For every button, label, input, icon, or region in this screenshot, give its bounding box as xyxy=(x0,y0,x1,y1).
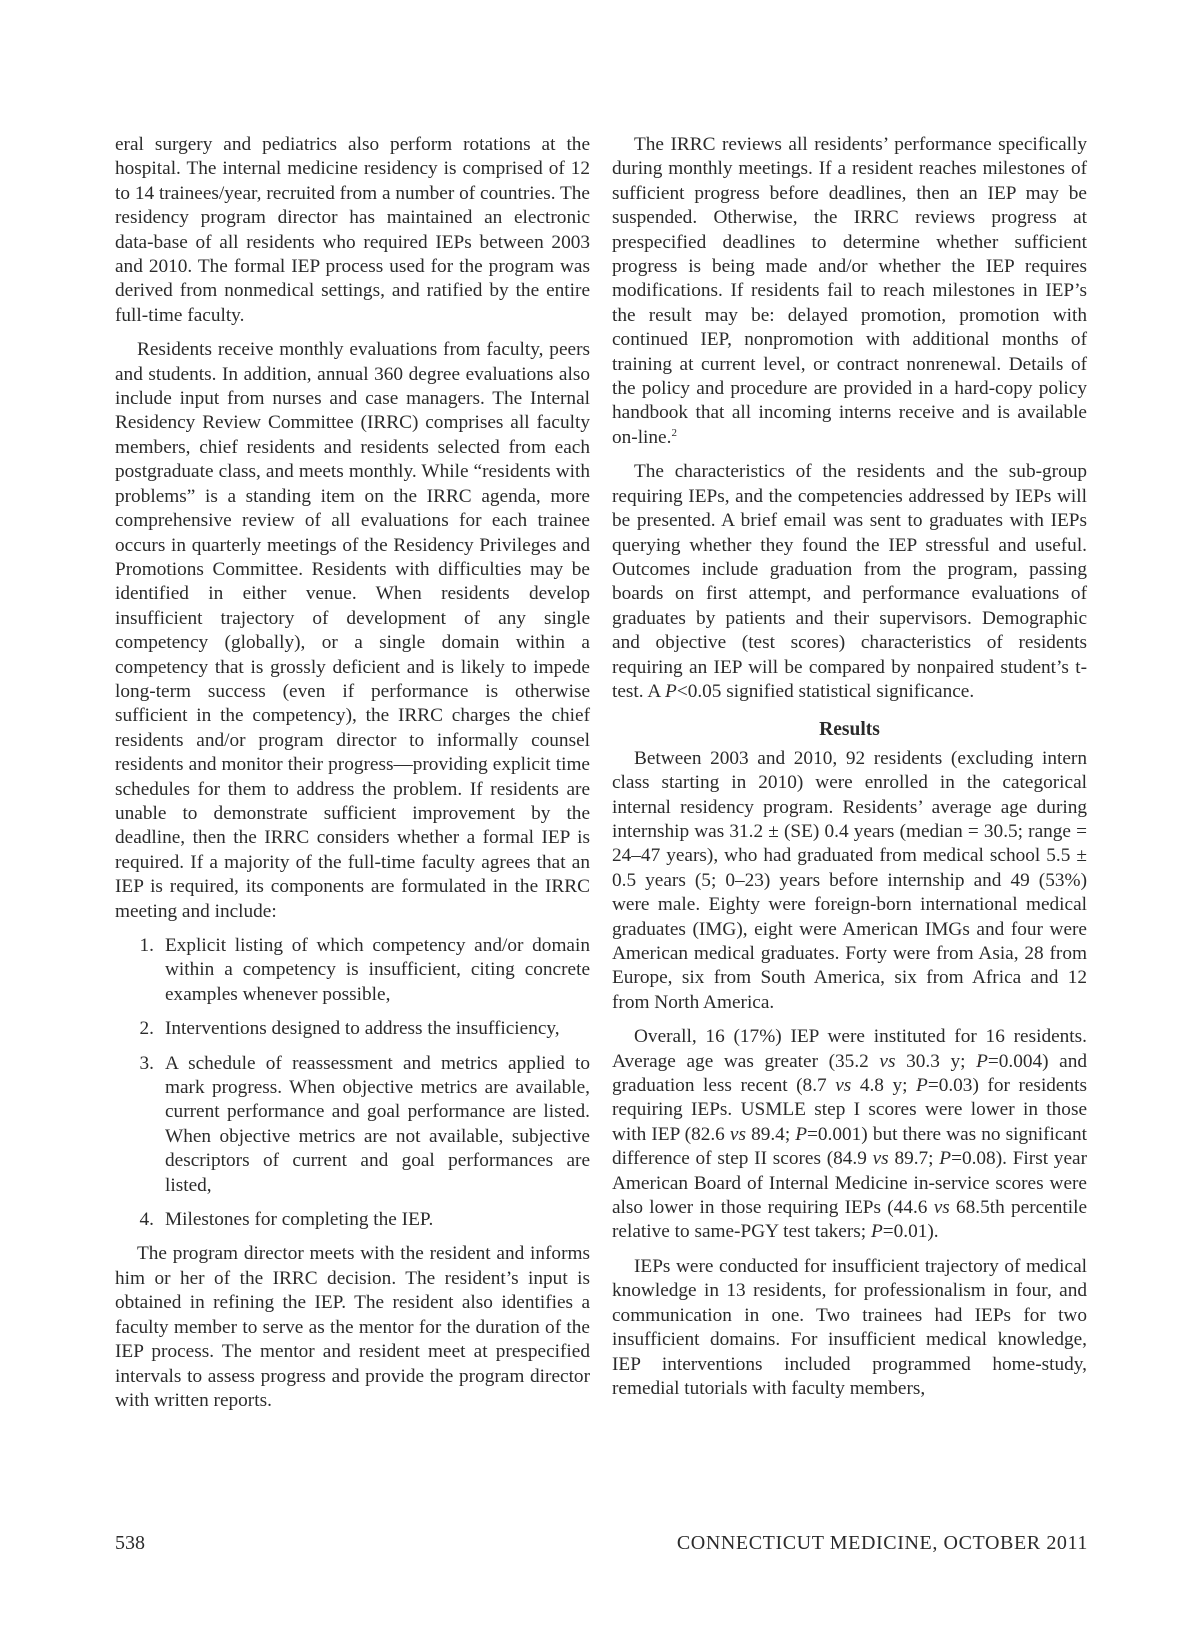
list-number: 4. xyxy=(139,1209,154,1231)
page-number: 538 xyxy=(115,1532,145,1554)
paragraph-text: =0.08). First year American Board of Internal Medicine in-service scores were also lower in those requiring IEPs (44.6 xyxy=(612,1148,1087,1219)
paragraph-text: 89.4; xyxy=(745,1123,796,1145)
list-item-text: Milestones for completing the IEP. xyxy=(165,1209,434,1231)
journal-footer: CONNECTICUT MEDICINE, OCTOBER 2011 xyxy=(676,1532,1088,1554)
paragraph: Residents receive monthly evaluations from faculty, peers and students. In addition, annual 360 degree evaluations also include input from nurses and case managers. The Internal Residency Review Committee (IRRC) comprises all faculty members, chief residents and residents selected from each postgraduate class, and meets monthly. While “residents with problems” is a standing item on the IRRC agenda, more comprehensive review of all evaluations for each trainee occurs in quarterly meetings of the Residency Privileges and Promotions Committee. Residents with difficulties may be identified in either venue. When residents develop insufficient trajectory of development of any single competency (globally), or a single domain within a competency that is grossly deficient and is likely to impede long-term success (even if performance is otherwise sufficient in the competency), the IRRC charges the chief residents and/or program director to informally counsel residents and monitor their progress—providing explicit time schedules for them to address the problem. If residents are unable to demonstrate sufficient improvement by the deadline, then the IRRC considers whether a formal IEP is required. If a majority of the full-time faculty agrees that an IEP is required, its components are formulated in the IRRC meeting and include: xyxy=(115,339,590,922)
list-item xyxy=(115,1017,590,1041)
paragraph-text: =0.01). xyxy=(882,1221,939,1243)
numbered-list xyxy=(115,934,590,1232)
paragraph-text: The characteristics of the residents and the sub-group requiring IEPs, and the competencies addressed by IEPs will be presented. A brief email was sent to graduates with IEPs querying whether they found the IEP stressful and useful. Outcomes include graduation from the program, passing boards on first attempt, and performance evaluations of graduates by patients and their supervisors. Demographic and objective (test scores) characteristics of residents requiring an IEP will be compared by nonpaired student’s t-test. A xyxy=(612,461,1087,702)
list-item-text: A schedule of reassessment and metrics applied to mark progress. When objective metrics are available, current performance and goal performance are listed. When objective metrics are not available, subjective descriptors of current and goal performances are listed, xyxy=(165,1052,590,1196)
list-number: 3. xyxy=(139,1052,154,1074)
paragraph-rich xyxy=(612,1025,1087,1245)
italic-text: P xyxy=(795,1123,808,1145)
paragraph-text: 30.3 y; xyxy=(895,1050,977,1072)
italic-text: vs xyxy=(835,1075,852,1097)
paragraph: eral surgery and pediatrics also perform rotations at the hospital. The internal medicine residency is comprised of 12 to 14 trainees/year, recruited from a number of countries. The residency program director has maintained an electronic data-base of all residents who required IEPs between 2003 and 2010. The formal IEP process used for the program was derived from nonmedical settings, and ratified by the entire full-time faculty. xyxy=(115,134,590,326)
list-number: 1. xyxy=(139,935,154,956)
section-heading-results: Results xyxy=(819,719,880,741)
italic-text: P xyxy=(976,1050,988,1072)
paragraph-text: =0.03) for residents requiring IEPs. USMLE step I scores were lower in those with IEP (82.6 xyxy=(612,1075,1087,1145)
left-column xyxy=(115,133,590,1423)
italic-text: P xyxy=(939,1148,952,1170)
paragraph xyxy=(612,460,1087,704)
italic-text: vs xyxy=(879,1050,896,1072)
paragraph-text: =0.004) and graduation less recent (8.7 xyxy=(612,1050,1087,1097)
italic-text: vs xyxy=(729,1123,746,1145)
italic-p: P xyxy=(665,680,677,702)
citation-superscript: 2 xyxy=(671,426,677,439)
list-item-text: Interventions designed to address the insufficiency, xyxy=(165,1018,560,1040)
italic-text: P xyxy=(870,1221,883,1243)
paragraph: IEPs were conducted for insufficient trajectory of medical knowledge in 13 residents, for professionalism in four, and communication in one. Two trainees had IEPs for two insufficient domains. For insufficient medical knowledge, IEP interventions included programmed home-study, remedial tutorials with faculty members, xyxy=(612,1255,1087,1399)
paragraph-text: 89.7; xyxy=(888,1148,940,1170)
italic-text: vs xyxy=(933,1197,950,1219)
italic-text: P xyxy=(916,1075,928,1097)
italic-text: vs xyxy=(872,1148,889,1170)
right-column xyxy=(612,133,1087,1411)
list-item xyxy=(115,934,590,1007)
paragraph: The program director meets with the resident and informs him or her of the IRRC decision. The resident’s input is obtained in refining the IEP. The resident also identifies a faculty member to serve as the mentor for the duration of the IEP process. The mentor and resident meet at prespecified intervals to assess progress and provide the program director with written reports. xyxy=(115,1243,590,1411)
list-number: 2. xyxy=(139,1018,154,1040)
list-item xyxy=(115,1052,590,1198)
paragraph-text: =0.001) but there was no significant difference of step II scores (84.9 xyxy=(612,1123,1087,1170)
paragraph xyxy=(612,133,1087,450)
paragraph: Between 2003 and 2010, 92 residents (excluding intern class starting in 2010) were enrolled in the categorical internal residency program. Residents’ average age during internship was 31.2 ± (SE) 0.4 years (median = 30.5; range = 24–47 years), who had graduated from medical school 5.5 ± 0.5 years (5; 0–23) years before internship and 49 (53%) were male. Eighty were foreign-born international medical graduates (IMG), eight were American IMGs and four were American medical graduates. Forty were from Asia, 28 from Europe, six from South America, six from Africa and 12 from North America. xyxy=(612,747,1087,1013)
paragraph-text: Overall, 16 (17%) IEP were instituted for 16 residents. Average age was greater (35.2 xyxy=(612,1026,1087,1072)
paragraph-text: 68.5th percentile relative to same-PGY test takers; xyxy=(612,1197,1087,1243)
paragraph-text: 4.8 y; xyxy=(851,1075,917,1097)
list-item xyxy=(115,1208,590,1232)
paragraph-text: The IRRC reviews all residents’ performance specifically during monthly meetings. If a resident reaches milestones of sufficient progress before deadlines, then an IEP may be suspended. Otherwise, the IRRC reviews progress at prespecified deadlines to determine whether sufficient progress is being made and/or whether the IEP requires modifications. If residents fail to reach milestones in IEP’s the result may be: delayed promotion, promotion with continued IEP, nonpromotion with additional months of training at current level, or contract nonrenewal. Details of the policy and procedure are provided in a hard-copy policy handbook that all incoming interns receive and is available on-line. xyxy=(612,134,1087,448)
list-item-text: Explicit listing of which competency and/or domain within a competency is insufficient, citing concrete examples whenever possible, xyxy=(165,935,590,1005)
paragraph-text: <0.05 signified statistical significance. xyxy=(676,680,975,702)
